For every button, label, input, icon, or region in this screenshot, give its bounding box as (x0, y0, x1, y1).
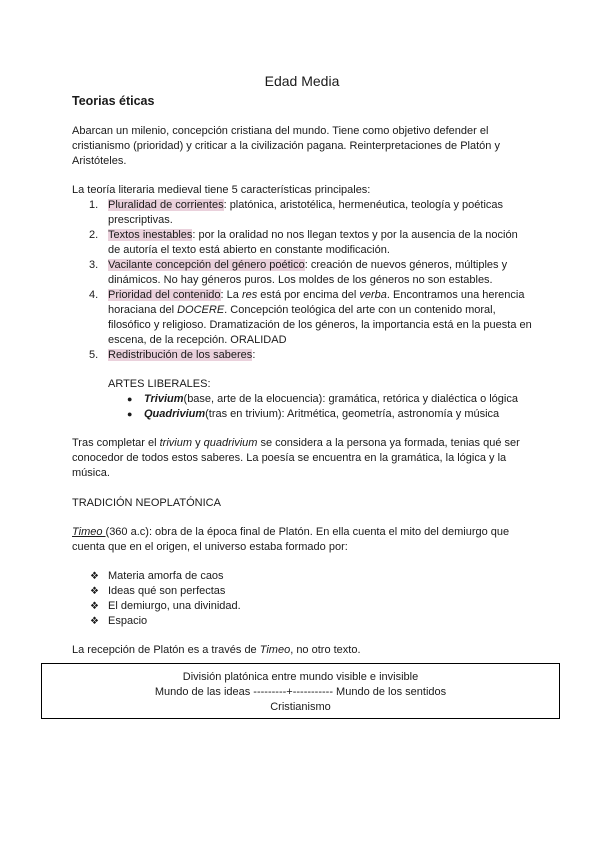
res-term: res (241, 289, 258, 301)
tradicion-heading: TRADICIÓN NEOPLATÓNICA (72, 497, 221, 509)
diamond-bullet-icon: ❖ (90, 616, 99, 627)
features-intro: La teoría literaria medieval tiene 5 características principales: (72, 184, 371, 196)
element-item (90, 584, 532, 599)
feature-label: Prioridad del contenido (108, 289, 221, 301)
feature-number: 4. (89, 289, 99, 301)
feature-item (89, 288, 532, 348)
feature-number: 5. (89, 349, 99, 361)
intro-paragraph: Abarcan un milenio, concepción cristiana del mundo. Tiene como objetivo defender el cristianismo (prioridad) y criticar a la civilización pagana. Reinterpretaciones de Platón y Aristóteles. (72, 125, 500, 167)
timeo-paragraph (72, 525, 532, 555)
feature-text: : por la oralidad no nos llegan textos y por la ausencia de la noción de autoría el texto está abierto en constante modificación. (108, 229, 518, 256)
recepcion-paragraph (72, 643, 532, 658)
docere-term: DOCERE (177, 304, 225, 316)
feature-item (89, 258, 532, 288)
feature-number: 3. (89, 259, 99, 271)
diamond-bullet-icon: ❖ (90, 571, 99, 582)
feature-text: : La (220, 289, 242, 301)
bullet-icon: ● (127, 409, 133, 419)
paragraph-text: Tras completar el (72, 437, 160, 449)
paragraph-text: , no otro texto. (290, 644, 361, 656)
element-text: Materia amorfa de caos (108, 570, 224, 582)
timeo-term: Timeo (259, 644, 291, 656)
artes-desc: (tras en trivium): Aritmética, geometría, astronomía y música (205, 408, 500, 420)
paragraph-text: La recepción de Platón es a través de (72, 644, 260, 656)
artes-item (127, 407, 532, 422)
trivium-term: trivium (159, 437, 193, 449)
verba-term: verba (359, 289, 387, 301)
paragraph-text: se considera a la persona ya formada, tenias qué ser conocedor de todos estos saberes. La poesía se encuentra en la gramática, la lógica y la música. (72, 437, 520, 479)
section-heading: Teorias éticas (72, 94, 155, 108)
feature-text: : creación de nuevos géneros, múltiples y dinámicos. No hay géneros puros. Los moldes de los géneros no son estables. (108, 259, 508, 286)
box-line-3: Cristianismo (270, 701, 331, 713)
element-text: Ideas qué son perfectas (108, 585, 226, 597)
quadrivium-term: quadrivium (203, 437, 258, 449)
artes-desc: (base, arte de la elocuencia): gramática, retórica y dialéctica o lógica (183, 393, 518, 405)
feature-label: Pluralidad de corrientes (108, 199, 224, 211)
elements-list (72, 569, 532, 629)
document-page (72, 72, 532, 658)
division-box (41, 663, 560, 719)
paragraph-text: (360 a.c): obra de la época final de Platón. En ella cuenta el mito del demiurgo que cuenta que en el origen, el universo estaba formado por: (72, 526, 510, 553)
feature-text: : (252, 349, 256, 361)
box-line-1: División platónica entre mundo visible e invisible (182, 671, 419, 683)
artes-list (72, 392, 532, 422)
diamond-bullet-icon: ❖ (90, 586, 99, 597)
paragraph-text: y (192, 437, 204, 449)
feature-number: 2. (89, 229, 99, 241)
feature-item (89, 198, 532, 228)
page-title: Edad Media (264, 73, 340, 89)
artes-item (127, 392, 532, 407)
element-item (90, 569, 532, 584)
box-line-2: Mundo de las ideas ---------+----------- Mundo de los sentidos (154, 686, 447, 698)
feature-item (89, 228, 532, 258)
artes-term: Quadrivium (144, 408, 206, 420)
feature-text: está por encima del (257, 289, 360, 301)
feature-text: . Encontramos una herencia horaciana del (108, 289, 525, 316)
feature-label: Textos inestables (108, 229, 193, 241)
element-item (90, 614, 532, 629)
element-item (90, 599, 532, 614)
element-text: Espacio (108, 615, 148, 627)
feature-text: . Concepción teológica del arte con un contenido moral, filosófico y religioso. Dramatización de los géneros, la importancia está en la puesta en escena, de la recepción. ORALIDAD (108, 304, 532, 346)
diamond-bullet-icon: ❖ (90, 601, 99, 612)
artes-term: Trivium (144, 393, 184, 405)
bullet-icon: ● (127, 394, 133, 404)
after-artes-paragraph (72, 436, 532, 481)
feature-label: Redistribución de los saberes (108, 349, 253, 361)
features-list (72, 198, 532, 363)
artes-title: ARTES LIBERALES: (108, 378, 211, 390)
feature-text: : platónica, aristotélica, hermenéutica, teología y poéticas prescriptivas. (108, 199, 504, 226)
feature-item (89, 348, 532, 363)
feature-label: Vacilante concepción del género poético (108, 259, 305, 271)
timeo-title: Timeo (72, 526, 106, 538)
feature-number: 1. (89, 199, 99, 211)
element-text: El demiurgo, una divinidad. (108, 600, 241, 612)
